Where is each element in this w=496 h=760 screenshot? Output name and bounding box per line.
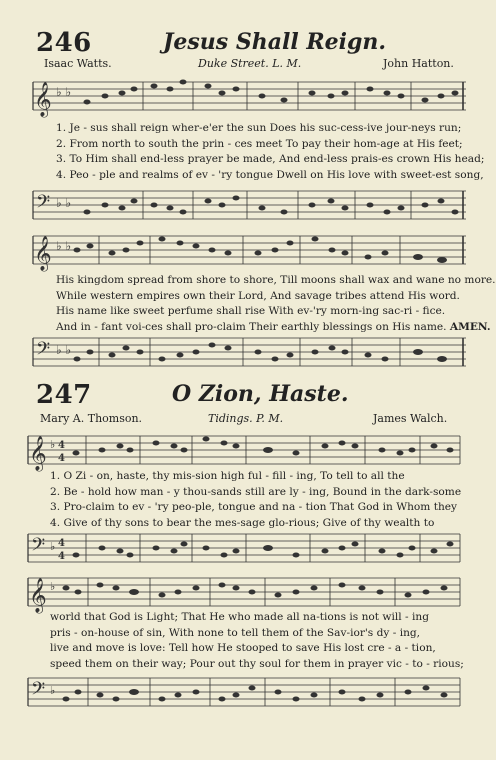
- verse-line: 3. Pro-claim to ev - 'ry peo-ple, tongue and na - tion That God in Whom they: [50, 501, 458, 513]
- verse-line: 4. Peo - ple and realms of ev - 'ry tongue Dwell on His love with sweet-est song,: [56, 168, 484, 181]
- verse-line: world that God is Light; That He who made all na-tions is not will - ing: [50, 611, 429, 623]
- treble-clef-icon: 𝄞: [34, 82, 52, 117]
- hymn-number: 247: [36, 380, 92, 410]
- treble-staff: [0, 228, 480, 272]
- svg-text:♭: ♭: [50, 438, 56, 451]
- verse-line: 1. Je - sus shall reign wher-e'er the sun Does his suc-cess-ive jour-neys run;: [56, 122, 462, 134]
- bass-staff: [0, 526, 480, 570]
- svg-text:♭ ♭: ♭ ♭: [56, 343, 72, 357]
- svg-text:♭: ♭: [50, 540, 56, 553]
- verse-line: 2. Be - hold how man - y thou-sands still are ly - ing, Bound in the dark-some: [50, 485, 462, 498]
- verse-line: 3. To Him shall end-less prayer be made, And end-less prais-es crown His head;: [56, 153, 485, 165]
- verse-line: live and move is love: Tell how He stooped to save His lost cre - a - tion,: [50, 642, 436, 654]
- svg-text:4: 4: [58, 538, 65, 549]
- verse-lines: [50, 610, 464, 672]
- verse-text: And in - fant voi-ces shall pro-claim Their earthly blessings on His name.: [56, 320, 447, 333]
- hymn-author: Isaac Watts.: [44, 57, 112, 70]
- verse-lines: [50, 469, 461, 531]
- treble-clef-icon: 𝄞: [34, 236, 52, 271]
- bass-staff: [0, 183, 480, 227]
- treble-staff: [0, 428, 480, 474]
- verse-line: 2. From north to south the prin - ces meet To pay their hom-age at His feet;: [56, 137, 463, 150]
- hymn-number: 246: [36, 28, 92, 58]
- hymn-tune: Tidings. P. M.: [208, 412, 284, 425]
- bass-clef-icon: 𝄢: [36, 339, 51, 364]
- verse-line: 4. Give of thy sons to bear the mes-sage glo-rious; Give of thy wealth to: [50, 516, 435, 529]
- hymn-composer: John Hatton.: [383, 57, 454, 70]
- svg-text:4: 4: [58, 440, 65, 451]
- svg-text:♭ ♭: ♭ ♭: [56, 85, 72, 99]
- hymn-title: O Zion, Haste.: [172, 381, 349, 407]
- svg-text:4: 4: [58, 453, 65, 464]
- hymn-title: Jesus Shall Reign.: [163, 29, 387, 55]
- treble-clef-icon: 𝄞: [29, 436, 47, 471]
- bass-staff: [0, 670, 480, 714]
- bass-clef-icon: 𝄢: [31, 535, 46, 560]
- svg-text:♭: ♭: [50, 580, 56, 593]
- treble-clef-icon: 𝄞: [29, 578, 47, 613]
- bass-staff: [0, 330, 480, 374]
- verse-line: While western empires own their Lord, And savage tribes attend His word.: [56, 289, 460, 302]
- verse-line: pris - on-house of sin, With none to tell them of the Sav-ior's dy - ing,: [50, 626, 421, 639]
- treble-staff: [0, 72, 480, 120]
- verse-lines: [56, 273, 496, 335]
- verse-line: His name like sweet perfume shall rise With ev-'ry morn-ing sac-ri - fice.: [56, 305, 446, 317]
- verse-line: His kingdom spread from shore to shore, Till moons shall wax and wane no more.: [56, 274, 496, 286]
- verse-lines: [56, 121, 484, 183]
- bass-clef-icon: 𝄢: [31, 679, 46, 704]
- svg-text:♭: ♭: [50, 684, 56, 697]
- verse-line: speed them on their way; Pour out thy soul for them in prayer vic - to - rious;: [50, 657, 464, 670]
- svg-text:♭ ♭: ♭ ♭: [56, 196, 72, 210]
- hymn-composer: James Walch.: [373, 412, 448, 425]
- hymn-tune: Duke Street. L. M.: [198, 57, 302, 70]
- treble-staff: [0, 570, 480, 614]
- svg-text:4: 4: [58, 551, 65, 562]
- svg-text:♭ ♭: ♭ ♭: [56, 239, 72, 253]
- amen-label: AMEN.: [449, 320, 491, 333]
- bass-clef-icon: 𝄢: [36, 192, 51, 217]
- hymn-author: Mary A. Thomson.: [40, 412, 143, 425]
- verse-line: 1. O Zi - on, haste, thy mis-sion high ful - fill - ing, To tell to all the: [50, 470, 405, 482]
